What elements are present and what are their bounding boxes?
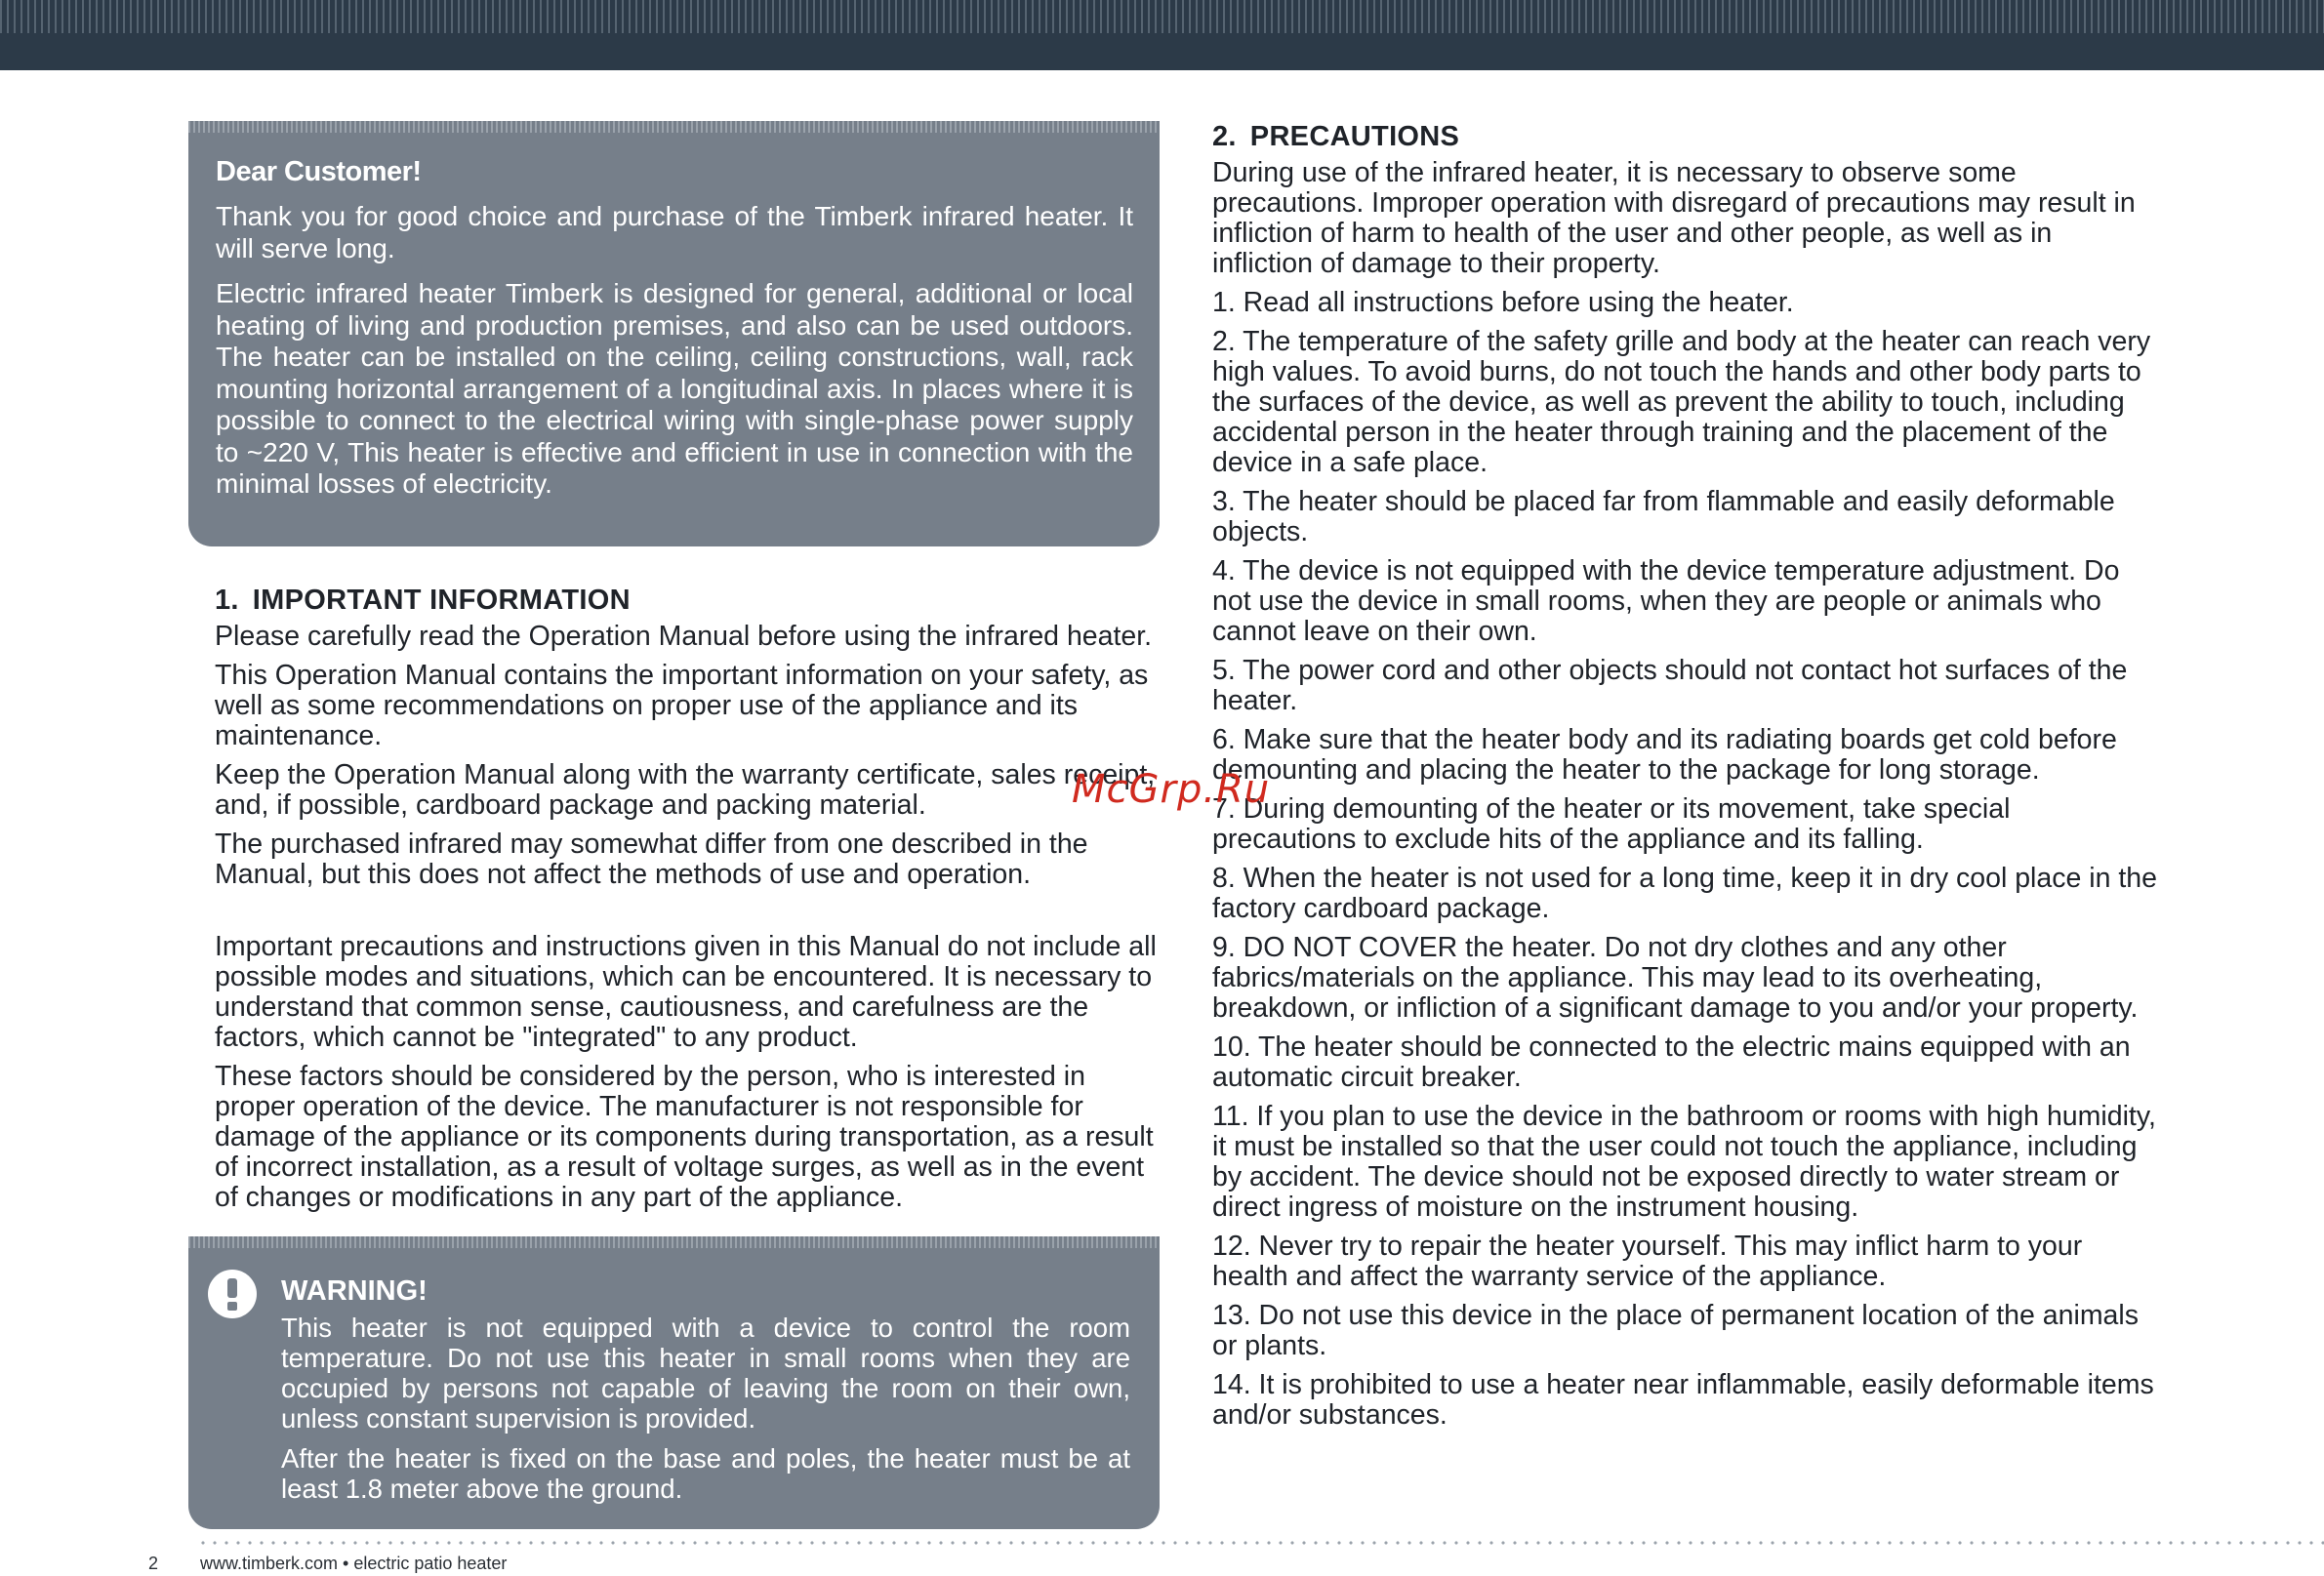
panel-hatch (188, 121, 1160, 133)
list-item: 10. The heater should be connected to the electric mains equipped with an automatic circuit breaker. (1212, 1031, 2131, 1093)
precautions-section (1212, 122, 2159, 1439)
paragraph: Important precautions and instructions given in this Manual do not include all possible modes and situations, which can be encountered. It is necessary to understand that common sense, cautiousness, and carefulness are the factors, which cannot be "integrated" to any product. (215, 931, 1157, 1053)
paragraph: Keep the Operation Manual along with the warranty certificate, sales receipt, and, if possible, cardboard package and packing material. (215, 759, 1156, 821)
dear-customer-paragraph: Electric infrared heater Timberk is designed for general, additional or local heating of living and production premises, and also can be used outdoors. The heater can be installed on the ceiling, ceiling constructions, wall, rack mounting horizontal arrangement of a longitudinal axis. In places where it is possible to connect to the electrical wiring with single-phase power supply to ~220 V, This heater is effective and efficient in use in connection with the minimal losses of electricity. (216, 278, 1133, 499)
list-item: 9. DO NOT COVER the heater. Do not dry clothes and any other fabrics/materials on the appliance. This may lead to its overheating, breakdown, or infliction of a significant damage to you and/or your property. (1212, 932, 2139, 1024)
section-title: IMPORTANT INFORMATION (252, 585, 631, 616)
list-item: 13. Do not use this device in the place of permanent location of the animals or plants. (1212, 1300, 2139, 1361)
warning-paragraph: After the heater is fixed on the base and poles, the heater must be at least 1.8 meter above the ground. (281, 1443, 1130, 1504)
paragraph: This Operation Manual contains the important information on your safety, as well as some recommendations on proper use of the appliance and its maintenance. (215, 660, 1149, 751)
list-item: 7. During demounting of the heater or its movement, take special precautions to exclude hits of the appliance and its falling. (1212, 793, 2011, 855)
list-item: 4. The device is not equipped with the device temperature adjustment. Do not use the device in small rooms, when they are people or animals who cannot leave on their own. (1212, 555, 2120, 647)
watermark: McGrp.Ru (1072, 767, 1271, 812)
panel-hatch (188, 1236, 1160, 1248)
section-number: 1. (215, 585, 239, 616)
footer-dotted-divider (197, 1541, 2324, 1545)
list-item: 12. Never try to repair the heater yourself. This may inflict harm to your health and affect the warranty service of the appliance. (1212, 1231, 2083, 1292)
dear-customer-body (216, 201, 1133, 514)
paragraph: These factors should be considered by the person, who is interested in proper operation of the device. The manufacturer is not responsible for damage of the appliance or its components during transportation, as a result of incorrect installation, as a result of voltage surges, as well as in the event of changes or modifications in any part of the appliance. (215, 1061, 1154, 1213)
warning-title: WARNING! (281, 1275, 428, 1307)
list-item: 1. Read all instructions before using the heater. (1212, 287, 1794, 318)
section-heading (215, 586, 1162, 616)
dear-customer-title: Dear Customer! (216, 156, 422, 187)
warning-body (281, 1313, 1130, 1514)
important-information-section (215, 586, 1162, 1222)
footer-site: www.timberk.com • electric patio heater (200, 1554, 508, 1573)
header-stripes (0, 0, 2324, 33)
list-item: 8. When the heater is not used for a long time, keep it in dry cool place in the factory cardboard package. (1212, 863, 2157, 924)
warning-panel (188, 1236, 1160, 1529)
paragraph: The purchased infrared may somewhat differ from one described in the Manual, but this does not affect the methods of use and operation. (215, 828, 1088, 890)
paragraph: Please carefully read the Operation Manual before using the infrared heater. (215, 621, 1153, 652)
list-item: 5. The power cord and other objects should not contact hot surfaces of the heater. (1212, 655, 2128, 716)
exclamation-icon (208, 1270, 257, 1318)
dear-customer-paragraph: Thank you for good choice and purchase of the Timberk infrared heater. It will serve long. (216, 201, 1133, 263)
list-item: 11. If you plan to use the device in the bathroom or rooms with high humidity, it must be installed so that the user could not touch the appliance, including by accident. The device should not be exposed directly to water stream or direct ingress of moisture on the instrument housing. (1212, 1101, 2156, 1223)
list-item: 6. Make sure that the heater body and its radiating boards get cold before demounting and placing the heater to the package for long storage. (1212, 724, 2117, 786)
dear-customer-panel (188, 121, 1160, 546)
warning-paragraph: This heater is not equipped with a device to control the room temperature. Do not use this heater in small rooms when they are occupied by persons not capable of leaving the room on their own, unless constant supervision is provided. (281, 1313, 1130, 1434)
header-bar (0, 0, 2324, 70)
list-item: 14. It is prohibited to use a heater near inflammable, easily deformable items and/or substances. (1212, 1369, 2154, 1431)
section-title: PRECAUTIONS (1249, 121, 1460, 152)
page-number: 2 (148, 1554, 159, 1573)
list-item: 2. The temperature of the safety grille and body at the heater can reach very high values. To avoid burns, do not touch the hands and other body parts to the surfaces of the device, as well as prevent the ability to touch, including accidental person in the heater through training and the placement of the device in a safe place. (1212, 326, 2151, 478)
section-heading (1212, 122, 2159, 152)
list-item: 3. The heater should be placed far from flammable and easily deformable objects. (1212, 486, 2115, 547)
paragraph: During use of the infrared heater, it is necessary to observe some precautions. Improper operation with disregard of precautions may result in infliction of harm to health of the user and other people, as well as in infliction of damage to their property. (1212, 157, 2136, 279)
section-number: 2. (1212, 121, 1237, 152)
